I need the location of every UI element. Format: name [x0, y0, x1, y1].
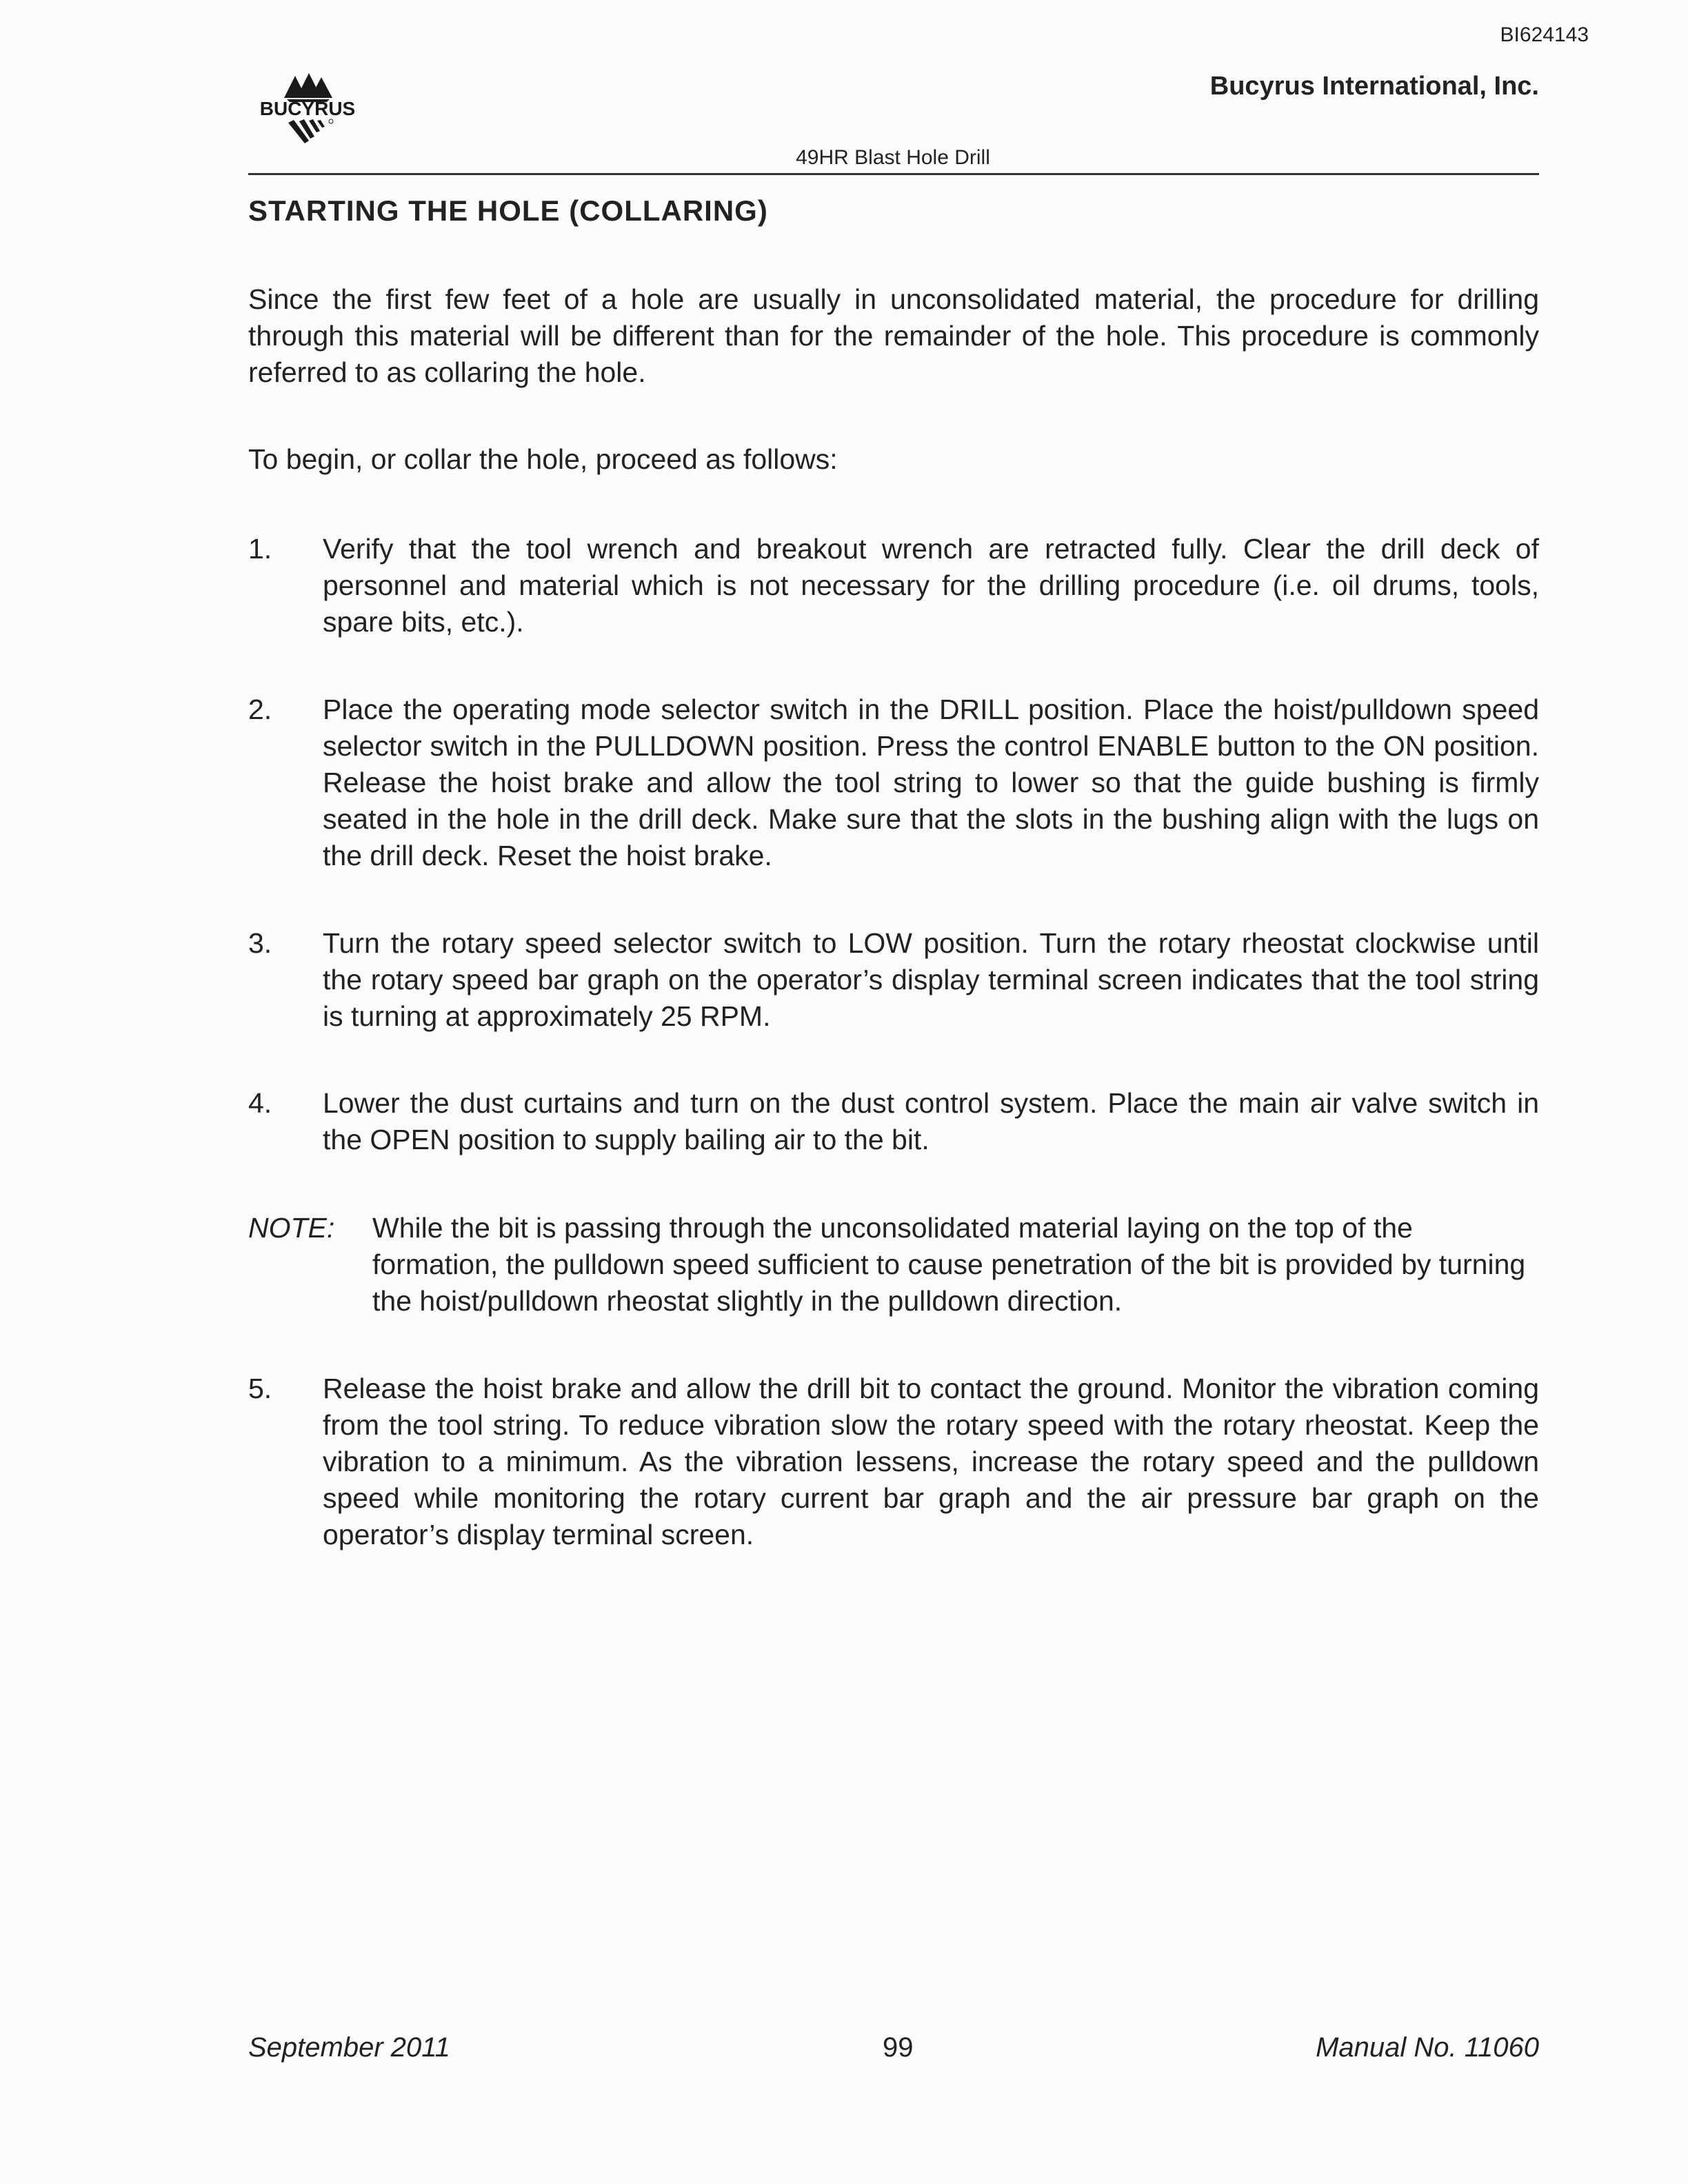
document-id: BI624143 [1500, 23, 1589, 46]
manual-number: Manual No. 11060 [1316, 2032, 1539, 2063]
step-4 [248, 1085, 1539, 1158]
note-label: NOTE: [248, 1212, 335, 1244]
company-name: Bucyrus International, Inc. [1209, 72, 1539, 101]
page-number: 99 [883, 2032, 914, 2063]
step-5 [248, 1371, 1539, 1553]
product-name: 49HR Blast Hole Drill [796, 146, 990, 169]
header-divider [248, 173, 1539, 175]
step-number: 2. [248, 694, 272, 725]
step-number: 1. [248, 533, 272, 565]
step-number: 3. [248, 927, 272, 959]
lead-paragraph: To begin, or collar the hole, proceed as follows: [248, 443, 838, 475]
bucyrus-logo [245, 69, 370, 152]
section-heading: STARTING THE HOLE (COLLARING) [248, 194, 768, 227]
step-text: Lower the dust curtains and turn on the dust control system. Place the main air valve switch in the OPEN position to supply bailing air to the bit. [323, 1087, 1539, 1155]
footer-date: September 2011 [248, 2032, 450, 2063]
logo-wordmark: BUCYRUS [259, 98, 356, 119]
step-2 [248, 691, 1539, 874]
step-3 [248, 925, 1539, 1035]
step-text: Place the operating mode selector switch in the DRILL position. Place the hoist/pulldown speed selector switch in the PULLDOWN position. Press the control ENABLE button to the ON position. Release the hoist brake and allow the tool string to lower so that the guide bushing is firmly seated in the hole in the drill deck. Make sure that the slots in the bushing align with the lugs on the drill deck. Reset the hoist brake. [323, 694, 1539, 871]
step-1 [248, 531, 1539, 640]
note-block [248, 1210, 1539, 1320]
step-number: 5. [248, 1373, 272, 1404]
step-text: Verify that the tool wrench and breakout wrench are retracted fully. Clear the drill deck of personnel and material which is not necessary for the drilling procedure (i.e. oil drums, tools, spare bits, etc.). [323, 533, 1539, 638]
intro-paragraph: Since the first few feet of a hole are usually in unconsolidated material, the procedure for drilling through this material will be different than for the remainder of the hole. This procedure is commonly referred to as collaring the hole. [248, 283, 1539, 388]
step-text: Release the hoist brake and allow the drill bit to contact the ground. Monitor the vibration coming from the tool string. To reduce vibration slow the rotary speed with the rotary rheostat. Keep the vibration to a minimum. As the vibration lessens, increase the rotary speed and the pulldown speed while monitoring the rotary current bar graph and the air pressure bar graph on the operator’s display terminal screen. [323, 1373, 1539, 1550]
note-text: While the bit is passing through the unconsolidated material laying on the top of the formation, the pulldown speed sufficient to cause penetration of the bit is provided by turning the hoist/pulldown rheostat slightly in the pulldown direction. [372, 1212, 1526, 1317]
step-number: 4. [248, 1087, 272, 1119]
step-text: Turn the rotary speed selector switch to LOW position. Turn the rotary rheostat clockwise until the rotary speed bar graph on the operator’s display terminal screen indicates that the tool string is turning at approximately 25 RPM. [323, 927, 1539, 1032]
